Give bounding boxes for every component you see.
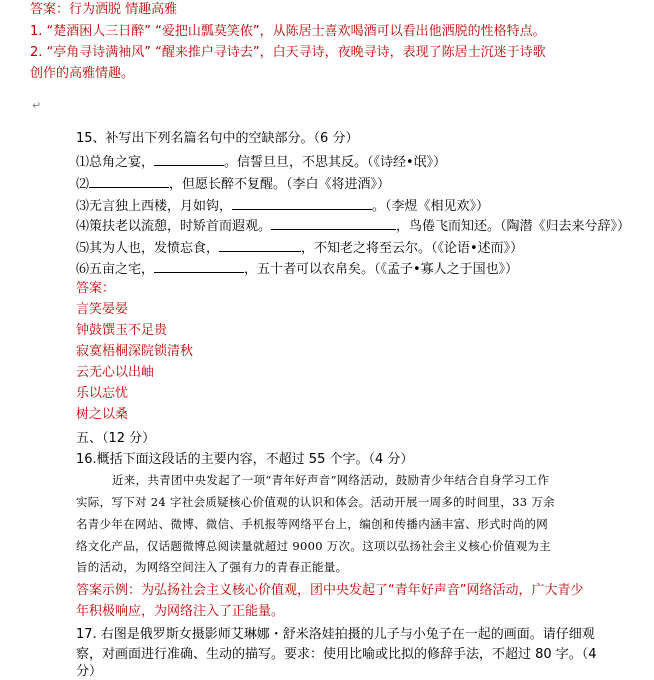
q15-blank-6[interactable] bbox=[154, 259, 244, 273]
q17-line-1: 17. 右图是俄罗斯女摄影师艾琳娜・舒米洛娃拍摄的儿子与小兔子在一起的画面。请仔细观 bbox=[76, 627, 595, 642]
q15-item-1-pre: ⑴总角之宴， bbox=[76, 155, 155, 170]
q16-title: 16.概括下面这段话的主要内容，不超过 55 个字。（4 分） bbox=[76, 452, 414, 467]
top-answer-point-1: 1. “楚酒困人三日醉” “爱把山瓢莫笑侬”，从陈居士喜欢喝酒可以看出他洒脱的性格特点。 bbox=[30, 24, 546, 39]
q16-passage-line-2: 实际，写下对 24 字社会质疑核心价值观的认识和体会。活动开展一周多的时间里，33 万余 bbox=[76, 495, 555, 509]
q16-passage-line-5: 旨的活动，为网络空间注入了强有力的青春正能量。 bbox=[76, 560, 348, 574]
q15-answer-4: 云无心以出岫 bbox=[76, 365, 155, 380]
q15-title: 15、补写出下列名篇名句中的空缺部分。（6 分） bbox=[76, 131, 359, 146]
q15-item-6-pre: ⑹五亩之宅， bbox=[76, 262, 155, 277]
q15-item-3-post: 。（李煜《相见欢》） bbox=[372, 199, 490, 214]
q15-item-5 bbox=[76, 238, 523, 257]
q15-item-5-pre: ⑸其为人也，发愤忘食， bbox=[76, 241, 220, 256]
q15-item-2-post: ，但愿长醉不复醒。（李白《将进酒》） bbox=[169, 177, 391, 192]
q15-blank-2[interactable] bbox=[89, 174, 169, 188]
q15-item-4-pre: ⑷策扶老以流憩，时矫首而遐观。 bbox=[76, 219, 272, 234]
q15-blank-4[interactable] bbox=[271, 216, 396, 230]
q15-item-6 bbox=[76, 259, 518, 278]
section-5-title: 五、（12 分） bbox=[76, 431, 156, 446]
q15-item-2 bbox=[76, 174, 390, 193]
q15-blank-1[interactable] bbox=[154, 152, 224, 166]
q16-passage-line-1: 近来，共青团中央发起了一项“青年好声音”网络活动，鼓励青少年结合自身学习工作 bbox=[112, 473, 550, 487]
q15-item-3 bbox=[76, 196, 489, 215]
top-answer-point-2: 2. “亭角寻诗满袖风” “醒来推户寻诗去”，白天寻诗，夜晚寻诗，表现了陈居士沉迷于诗歌 bbox=[30, 45, 546, 60]
paragraph-mark-icon: ↵ bbox=[32, 99, 42, 112]
top-answer-point-2-cont: 创作的高雅情趣。 bbox=[30, 66, 135, 81]
q16-passage-line-3: 名青少年在网站、微博、微信、手机报等网络平台上，编创和传播内涵丰富、形式时尚的网 bbox=[76, 517, 548, 531]
q17-line-2: 察，对画面进行准确、生动的描写。要求：使用比喻或比拟的修辞手法，不超过 80 字。（4 bbox=[76, 647, 597, 662]
q15-blank-5[interactable] bbox=[219, 238, 301, 252]
q15-item-4-post: ，鸟倦飞而知还。（陶潜《归去来兮辞》） bbox=[396, 219, 631, 234]
q15-item-6-post: ，五十者可以衣帛矣。（《孟子•寡人之于国也》） bbox=[244, 262, 519, 277]
q16-answer-line-1: 答案示例：为弘扬社会主义核心价值观，团中央发起了“青年好声音”网络活动，广大青少 bbox=[76, 583, 584, 598]
q15-answer-3: 寂寞梧桐深院锁清秋 bbox=[76, 344, 194, 359]
q17-line-3: 分） bbox=[76, 664, 103, 679]
top-answer-label: 答案：行为洒脱 情趣高雅 bbox=[30, 2, 178, 17]
q15-blank-3[interactable] bbox=[232, 196, 372, 210]
q15-answer-5: 乐以忘忧 bbox=[76, 386, 129, 401]
q15-item-2-pre: ⑵ bbox=[76, 177, 90, 192]
q16-passage-line-4: 络文化产品，仅话题微博总阅读量就超过 9000 万次。这项以弘扬社会主义核心价值观为主 bbox=[76, 539, 551, 553]
q15-item-5-post: ，不知老之将至云尔。（《论语•述而》） bbox=[301, 241, 524, 256]
q15-item-1 bbox=[76, 152, 446, 171]
q15-item-3-pre: ⑶无言独上西楼，月如钩， bbox=[76, 199, 233, 214]
q15-item-1-post: 。信誓旦旦，不思其反。（《诗经•氓》） bbox=[224, 155, 447, 170]
q16-answer-line-2: 年积极响应，为网络注入了正能量。 bbox=[76, 604, 285, 619]
q15-answer-label: 答案： bbox=[76, 281, 116, 296]
q15-item-4 bbox=[76, 216, 630, 235]
q15-answer-1: 言笑晏晏 bbox=[76, 302, 129, 317]
q15-answer-6: 树之以桑 bbox=[76, 407, 129, 422]
q15-answer-2: 钟鼓馔玉不足贵 bbox=[76, 323, 168, 338]
